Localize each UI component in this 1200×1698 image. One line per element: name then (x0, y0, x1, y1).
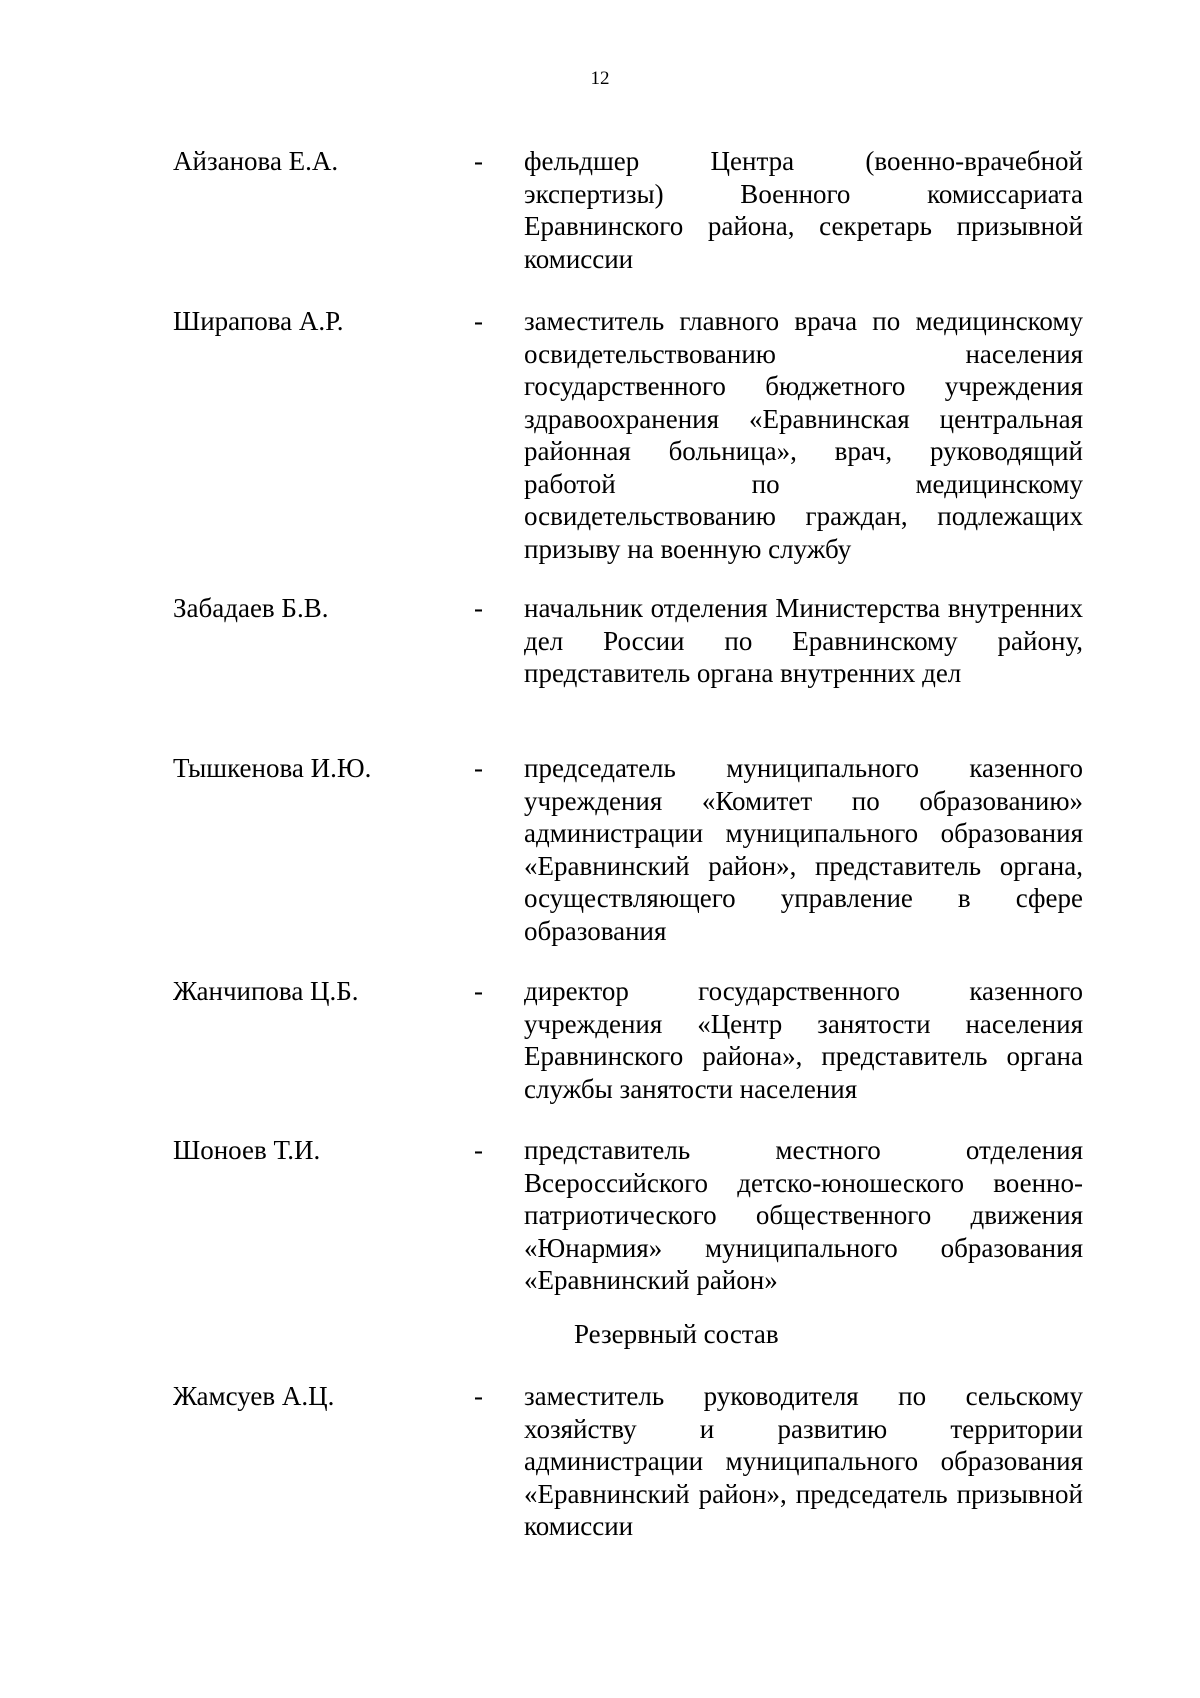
member-description: директор государственного казенного учреждения «Центр занятости населения Еравнинского района», представитель органа службы занятости населения (524, 976, 1083, 1104)
member-name: Жамсуев А.Ц. (173, 1381, 335, 1411)
member-name: Айзанова Е.А. (173, 146, 339, 176)
member-description: представитель местного отделения Всероссийского детско-юношеского военно-патриотического общественного движения «Юнармия» муниципального образования «Еравнинский район» (524, 1135, 1083, 1295)
member-entry (173, 305, 1083, 565)
reserve-member-entry (173, 1380, 1083, 1543)
reserve-heading: Резервный состав (574, 1319, 779, 1349)
member-entry (173, 1134, 1083, 1297)
member-entry (173, 592, 1083, 690)
member-name: Шоноев Т.И. (173, 1135, 321, 1165)
dash: - (474, 146, 483, 176)
member-name: Ширапова А.Р. (173, 306, 344, 336)
member-entry (173, 752, 1083, 947)
dash: - (474, 306, 483, 336)
member-entry (173, 145, 1083, 275)
dash: - (474, 1135, 483, 1165)
member-name: Тышкенова И.Ю. (173, 753, 372, 783)
page-number: 12 (590, 68, 610, 89)
member-name: Забадаев Б.В. (173, 593, 329, 623)
member-name: Жанчипова Ц.Б. (173, 976, 359, 1006)
dash: - (474, 976, 483, 1006)
member-description: фельдшер Центра (военно-врачебной экспертизы) Военного комиссариата Еравнинского района, секретарь призывной комиссии (524, 146, 1083, 274)
member-description: заместитель главного врача по медицинскому освидетельствованию населения государственного бюджетного учреждения здравоохранения «Еравнинская центральная районная больница», врач, руководящий работой по медицинскому освидетельствованию граждан, подлежащих призыву на военную службу (524, 306, 1083, 564)
member-description: заместитель руководителя по сельскому хозяйству и развитию территории администрации муниципального образования «Еравнинский район», председатель призывной комиссии (524, 1381, 1083, 1541)
member-description: председатель муниципального казенного учреждения «Комитет по образованию» администрации муниципального образования «Еравнинский район», представитель органа, осуществляющего управление в сфере образования (524, 753, 1083, 946)
dash: - (474, 753, 483, 783)
dash: - (474, 593, 483, 623)
member-entry (173, 975, 1083, 1105)
dash: - (474, 1381, 483, 1411)
member-description: начальник отделения Министерства внутренних дел России по Еравнинскому району, представитель органа внутренних дел (524, 593, 1083, 688)
